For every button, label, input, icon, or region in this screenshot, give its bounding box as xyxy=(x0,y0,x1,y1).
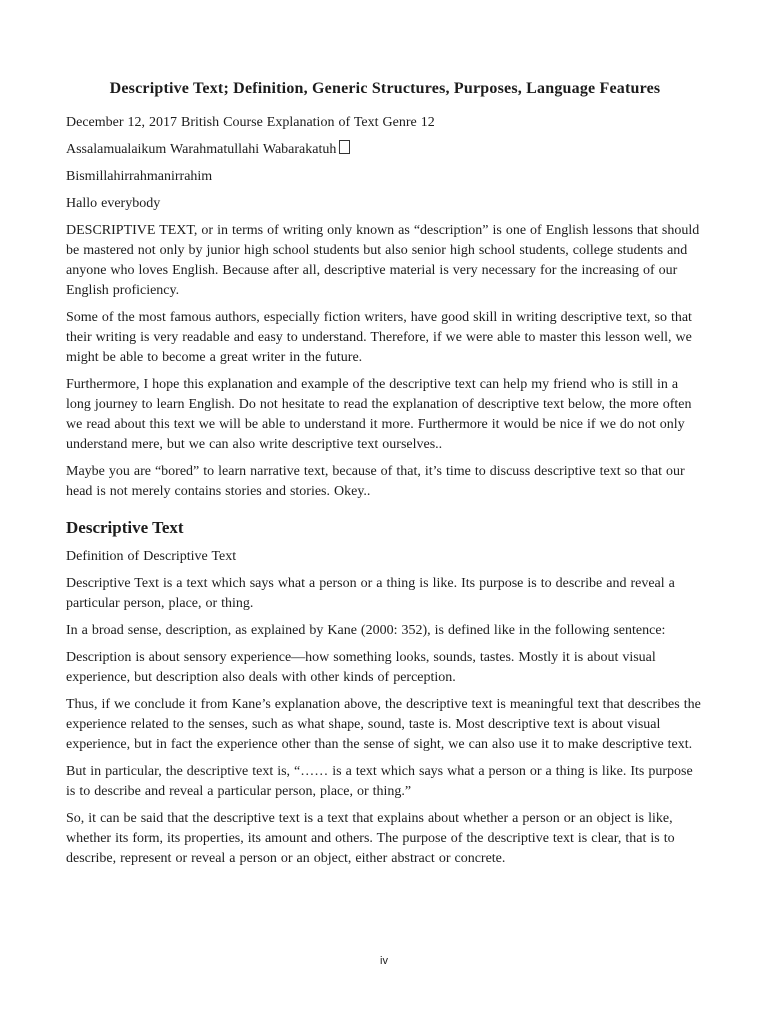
intro-paragraph: Furthermore, I hope this explanation and example of the descriptive text can help my friend who is still in a long journey to learn English. Do not hesitate to read the explanation of descriptive text below, the more often we read about this text we will be able to understand it more. Furthermore it would be nice if we do not only understand mere, but we can also write descriptive text ourselves.. xyxy=(66,377,692,452)
body-paragraph: Thus, if we conclude it from Kane’s explanation above, the descriptive text is meaningful text that describes the experience related to the senses, such as what shape, sound, taste is. Most descriptive text is about visual experience, but in fact the experience other than the sense of sight, we can also use it to make descriptive text. xyxy=(66,697,701,752)
body-paragraph: So, it can be said that the descriptive text is a text that explains about whether a person or an object is like, whether its form, its properties, its amount and others. The purpose of the descriptive text is clear, that is to describe, represent or reveal a person or an object, either abstract or concrete. xyxy=(66,811,675,866)
greeting-text: Assalamualaikum Warahmatullahi Wabarakatuh xyxy=(66,142,337,157)
document-title: Descriptive Text; Definition, Generic Structures, Purposes, Language Features xyxy=(109,80,661,97)
section-subheading: Definition of Descriptive Text xyxy=(66,549,237,564)
date-line: December 12, 2017 British Course Explanation of Text Genre 12 xyxy=(66,115,435,130)
missing-glyph-box-icon xyxy=(339,140,350,154)
salutation-line: Hallo everybody xyxy=(66,196,161,211)
greeting-line xyxy=(66,140,704,160)
body-paragraph: Descriptive Text is a text which says what a person or a thing is like. Its purpose is to describe and reveal a particular person, place, or thing. xyxy=(66,576,675,611)
intro-paragraph: Maybe you are “bored” to learn narrative text, because of that, it’s time to discuss descriptive text so that our head is not merely contains stories and stories. Okey.. xyxy=(66,464,685,499)
body-paragraph: In a broad sense, description, as explained by Kane (2000: 352), is defined like in the following sentence: xyxy=(66,623,666,638)
bismillah-line: Bismillahirrahmanirrahim xyxy=(66,169,213,184)
intro-paragraph: Some of the most famous authors, especially fiction writers, have good skill in writing descriptive text, so that their writing is very readable and easy to understand. Therefore, if we were able to master this lesson well, we might be able to become a great writer in the future. xyxy=(66,310,692,365)
section-heading: Descriptive Text xyxy=(66,518,184,537)
intro-paragraph: DESCRIPTIVE TEXT, or in terms of writing only known as “description” is one of English lessons that should be mastered not only by junior high school students but also senior high school students, college students and anyone who loves English. Because after all, descriptive material is very necessary for the increasing of our English proficiency. xyxy=(66,223,700,298)
page-number: iv xyxy=(380,955,388,967)
body-paragraph: But in particular, the descriptive text is, “…… is a text which says what a person or a thing is like. Its purpose is to describe and reveal a particular person, place, or thing.” xyxy=(66,764,693,799)
body-paragraph: Description is about sensory experience—how something looks, sounds, tastes. Mostly it is about visual experience, but description also deals with other kinds of perception. xyxy=(66,650,656,685)
